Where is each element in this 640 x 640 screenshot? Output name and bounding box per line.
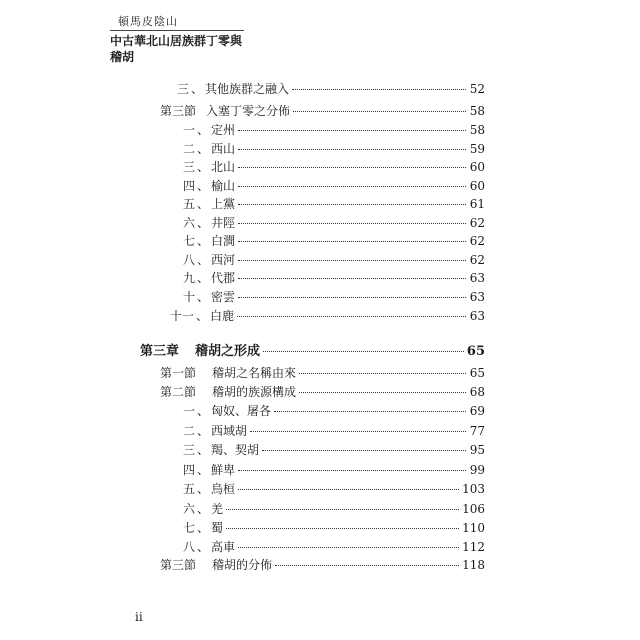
toc-page-number: 118	[462, 558, 485, 572]
toc-item-title: 高車	[211, 540, 236, 554]
leader-dots	[299, 372, 466, 374]
toc-item: 一 、 定州 58	[183, 123, 485, 137]
toc-item-number: 五	[183, 197, 196, 211]
leader-dots	[238, 240, 466, 242]
toc-item-number: 四	[183, 179, 196, 193]
toc-item-title: 榆山	[211, 179, 236, 193]
toc-section	[160, 102, 485, 120]
toc-page-number: 59	[469, 142, 485, 156]
toc-item-title: 井陘	[211, 216, 236, 230]
toc-item-title: 鮮卑	[211, 463, 236, 477]
toc-item-title: 羌	[211, 502, 224, 516]
toc-page-number: 63	[469, 290, 485, 304]
leader-dots	[238, 148, 466, 150]
leader-dots	[238, 129, 466, 131]
toc-chapter-title: 稽胡之形成	[195, 344, 261, 359]
leader-dots	[238, 546, 459, 548]
toc-section-title: 稽胡之名稱由來	[212, 366, 297, 380]
toc-item: 二 、 西域胡 77	[183, 424, 485, 438]
leader-dots	[238, 469, 466, 471]
toc-item: 八 、 西河 62	[183, 253, 485, 267]
toc-section-title: 稽胡的族源構成	[212, 385, 297, 399]
toc-item-number: 六	[183, 216, 196, 230]
leader-dots	[238, 185, 466, 187]
toc-item-title: 白鹿	[210, 309, 235, 323]
toc-page-number: 58	[469, 123, 485, 137]
toc-item-number: 七	[183, 521, 196, 535]
toc-item-title: 西山	[211, 142, 236, 156]
toc-item: 九 、 代郡 63	[183, 271, 485, 285]
toc-item-title: 北山	[211, 160, 236, 174]
toc-item-number: 十一	[170, 309, 195, 323]
toc-item-number: 五	[183, 482, 196, 496]
toc-page-number: 52	[469, 82, 485, 96]
toc-section-title: 稽胡的分佈	[212, 558, 273, 572]
toc-item: 三 、 其他族群之融入 52	[177, 82, 485, 96]
toc-section-number: 第二節	[160, 385, 197, 399]
leader-dots	[238, 277, 466, 279]
toc-item-title: 白澗	[211, 234, 236, 248]
toc-item: 六 、 羌 106	[183, 502, 485, 516]
toc-page-number: 60	[469, 179, 485, 193]
toc-item-title: 蜀	[211, 521, 224, 535]
leader-dots	[274, 410, 466, 412]
toc-page-number: 95	[469, 443, 485, 457]
toc-item-title: 西河	[211, 253, 236, 267]
toc-item-number: 七	[183, 234, 196, 248]
toc-section-title: 入塞丁零之分佈	[206, 104, 291, 118]
toc-item: 七 、 蜀 110	[183, 521, 485, 535]
toc-page-number: 65	[469, 366, 485, 380]
toc-page-number: 63	[469, 271, 485, 285]
toc-item: 三 、 北山 60	[183, 160, 485, 174]
toc-page-number: 62	[469, 216, 485, 230]
toc-item: 六 、 井陘 62	[183, 216, 485, 230]
toc-item: 五 、 烏桓 103	[183, 482, 485, 496]
toc-page-number: 112	[462, 540, 485, 554]
toc-item-number: 九	[183, 271, 196, 285]
toc-page-number: 58	[469, 104, 485, 118]
toc-page-number: 63	[469, 309, 485, 323]
leader-dots	[226, 527, 459, 529]
toc-item: 四 、 鮮卑 99	[183, 463, 485, 477]
toc-item-number: 二	[183, 424, 196, 438]
page-number: ii	[135, 610, 143, 624]
toc-item-number: 一	[183, 123, 196, 137]
toc-item-number: 三	[183, 443, 196, 457]
leader-dots	[238, 222, 466, 224]
leader-dots	[299, 391, 466, 393]
toc-page-number: 62	[469, 253, 485, 267]
toc-page-number: 69	[469, 404, 485, 418]
leader-dots	[250, 430, 466, 432]
leader-dots	[292, 88, 466, 90]
leader-dots	[238, 259, 466, 261]
book-title: 中古華北山居族群丁零與稽胡	[110, 30, 244, 65]
leader-dots	[293, 110, 466, 112]
toc-item: 一 、 匈奴、屠各 69	[183, 404, 485, 418]
toc-section	[160, 364, 485, 382]
leader-dots	[226, 508, 459, 510]
toc-item: 八 、 高車 112	[183, 540, 485, 554]
toc-item: 二 、 西山 59	[183, 142, 485, 156]
toc-item-title: 匈奴、屠各	[211, 404, 272, 418]
toc-item-number: 六	[183, 502, 196, 516]
toc-item-number: 十	[183, 290, 196, 304]
toc-page-number: 99	[469, 463, 485, 477]
toc-chapter	[140, 343, 485, 361]
toc-page-number: 60	[469, 160, 485, 174]
leader-dots	[238, 203, 466, 205]
toc-item-title: 密雲	[211, 290, 236, 304]
toc-item-number: 三	[183, 160, 196, 174]
leader-dots	[238, 488, 459, 490]
toc-item: 三 、 羯、契胡 95	[183, 443, 485, 457]
toc-page-number: 77	[469, 424, 485, 438]
toc-item: 七 、 白澗 62	[183, 234, 485, 248]
toc-item-title: 定州	[211, 123, 236, 137]
toc-item-number: 二	[183, 142, 196, 156]
toc-item: 十一 、 白鹿 63	[170, 309, 485, 323]
header-subtitle: 頓馬皮陰山	[118, 15, 178, 28]
leader-dots	[262, 449, 466, 451]
toc-item-title: 代郡	[211, 271, 236, 285]
toc-item-number: 八	[183, 253, 196, 267]
leader-dots	[238, 166, 466, 168]
toc-item-title: 其他族群之融入	[205, 82, 290, 96]
leader-dots	[238, 296, 466, 298]
toc-item: 五 、 上黨 61	[183, 197, 485, 211]
leader-dots	[275, 564, 459, 566]
toc-page-number: 68	[469, 385, 485, 399]
toc-item-number: 三	[177, 82, 190, 96]
toc-chapter-number: 第三章	[140, 344, 180, 359]
toc-item-title: 西域胡	[211, 424, 248, 438]
toc-item-title: 烏桓	[211, 482, 236, 496]
toc-page-number: 62	[469, 234, 485, 248]
toc-page-number: 65	[466, 344, 485, 359]
toc-item-number: 一	[183, 404, 196, 418]
toc-item: 四 、 榆山 60	[183, 179, 485, 193]
toc-section-number: 第三節	[160, 104, 197, 118]
leader-dots	[263, 350, 464, 352]
leader-dots	[237, 315, 466, 317]
toc-item-title: 上黨	[211, 197, 236, 211]
toc-item-title: 羯、契胡	[211, 443, 260, 457]
toc-page-number: 61	[469, 197, 485, 211]
toc-item: 十 、 密雲 63	[183, 290, 485, 304]
toc-section-number: 第三節	[160, 558, 197, 572]
toc-page-number: 103	[462, 482, 485, 496]
toc-section	[160, 383, 485, 401]
toc-section-number: 第一節	[160, 366, 197, 380]
toc-section	[160, 556, 485, 574]
toc-item-number: 八	[183, 540, 196, 554]
toc-page-number: 110	[462, 521, 485, 535]
toc-page-number: 106	[462, 502, 485, 516]
toc-item-number: 四	[183, 463, 196, 477]
